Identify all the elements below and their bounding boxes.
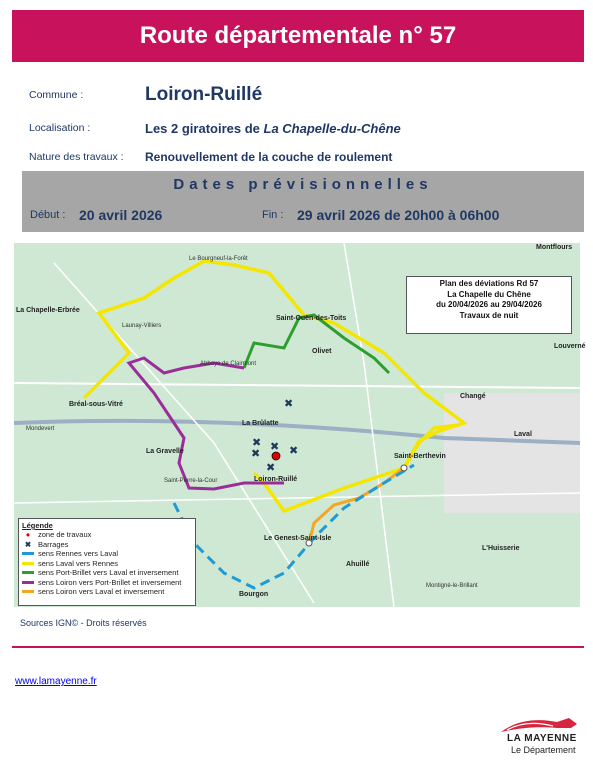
place-label: Le Bourgneuf-la-Forêt: [189, 256, 248, 262]
legend-item: sens Port-Brillet vers Laval et inversement: [22, 568, 195, 578]
works-zone-marker: [272, 452, 280, 460]
legend-swatch: [22, 562, 34, 565]
legend-item: ● zone de travaux: [22, 530, 195, 540]
barrage-marker: ✖: [289, 444, 299, 457]
localisation-row: [12, 117, 584, 139]
legend-item: sens Laval vers Rennes: [22, 559, 195, 569]
legend-swatch: [22, 571, 34, 574]
localisation-prefix: Les 2 giratoires de: [145, 120, 260, 136]
place-label: Saint-Berthevin: [394, 453, 446, 460]
localisation-place: La Chapelle-du-Chêne: [263, 120, 401, 136]
plan-info-box: [406, 276, 572, 334]
nature-row: [12, 146, 584, 168]
plan-line: La Chapelle du Chêne: [447, 289, 531, 299]
nature-value: Renouvellement de la couche de roulement: [145, 150, 393, 164]
place-label: L'Huisserie: [482, 545, 520, 552]
nature-label: Nature des travaux :: [29, 151, 124, 163]
place-label: Laval: [514, 431, 532, 438]
place-label: Mondevert: [26, 426, 55, 432]
place-label: Abbaye de Clairmont: [200, 361, 257, 367]
place-label: Saint-Pierre-la-Cour: [164, 478, 218, 484]
deviation-map: [14, 243, 586, 607]
barrage-marker: ✖: [266, 461, 276, 474]
footer-divider: [12, 646, 584, 648]
place-label: Bourgon: [239, 591, 269, 598]
barrage-marker: ✖: [284, 397, 294, 410]
place-label: La Brûlatte: [242, 420, 279, 427]
fin-value: 29 avril 2026 de 20h00 à 06h00: [297, 207, 500, 223]
works-zone-icon: ●: [25, 530, 31, 540]
legend-item: sens Loiron vers Port-Brillet et inversement: [22, 578, 195, 588]
plan-line: Travaux de nuit: [459, 310, 519, 320]
place-label: Loiron-Ruillé: [254, 476, 298, 483]
place-label: Ahuillé: [346, 561, 370, 568]
place-label: La Gravelle: [146, 448, 184, 455]
logo-subtext: Le Département: [511, 745, 576, 755]
legend-title: Légende: [22, 521, 53, 530]
legend-item: sens Rennes vers Laval: [22, 549, 195, 559]
place-label: Montigné-le-Brillant: [426, 583, 478, 589]
debut-label: Début :: [30, 209, 66, 221]
place-label: Changé: [460, 393, 486, 400]
localisation-label: Localisation :: [29, 122, 91, 134]
logo-shape: [501, 718, 577, 732]
commune-row: [12, 84, 584, 106]
website-link[interactable]: www.lamayenne.fr: [15, 676, 97, 687]
dates-panel: [22, 171, 584, 232]
place-label: Bréal-sous-Vitré: [69, 401, 123, 408]
place-label: Saint-Ouën-des-Toits: [276, 315, 347, 322]
road-line: [344, 243, 394, 607]
commune-value: Loiron-Ruillé: [145, 84, 263, 105]
place-label: Louverné: [554, 343, 586, 350]
page-title: Route départementale n° 57: [12, 10, 584, 62]
barrage-marker: ✖: [270, 440, 280, 453]
place-label: La Chapelle-Erbrée: [16, 307, 80, 314]
place-label: Olivet: [312, 348, 332, 355]
fin-label: Fin :: [262, 209, 284, 221]
legend-item: ✖ Barrages: [22, 540, 195, 550]
debut-value: 20 avril 2026: [79, 207, 163, 223]
map-legend: [18, 518, 196, 606]
map-sources: Sources IGN© - Droits réservés: [20, 618, 147, 628]
barrage-marker: ✖: [252, 436, 262, 449]
place-label: Montflours: [536, 244, 573, 251]
logo-text: LA MAYENNE: [507, 733, 577, 744]
barrage-marker: ✖: [251, 447, 261, 460]
legend-item: sens Loiron vers Laval et inversement: [22, 587, 195, 597]
legend-swatch: [22, 590, 34, 593]
legend-swatch: [22, 581, 34, 584]
place-label: Launay-Villiers: [122, 323, 162, 329]
place-label: Le Genest-Saint-Isle: [264, 535, 332, 542]
legend-swatch: [22, 552, 34, 555]
roundabout-marker: [401, 465, 407, 471]
dates-title: Dates prévisionnelles: [173, 176, 433, 193]
localisation-value: [145, 121, 401, 136]
plan-line: Plan des déviations Rd 57: [439, 279, 539, 288]
commune-label: Commune :: [29, 89, 84, 101]
plan-line: du 20/04/2026 au 29/04/2026: [436, 300, 542, 309]
barrage-icon: ✖: [24, 539, 32, 549]
